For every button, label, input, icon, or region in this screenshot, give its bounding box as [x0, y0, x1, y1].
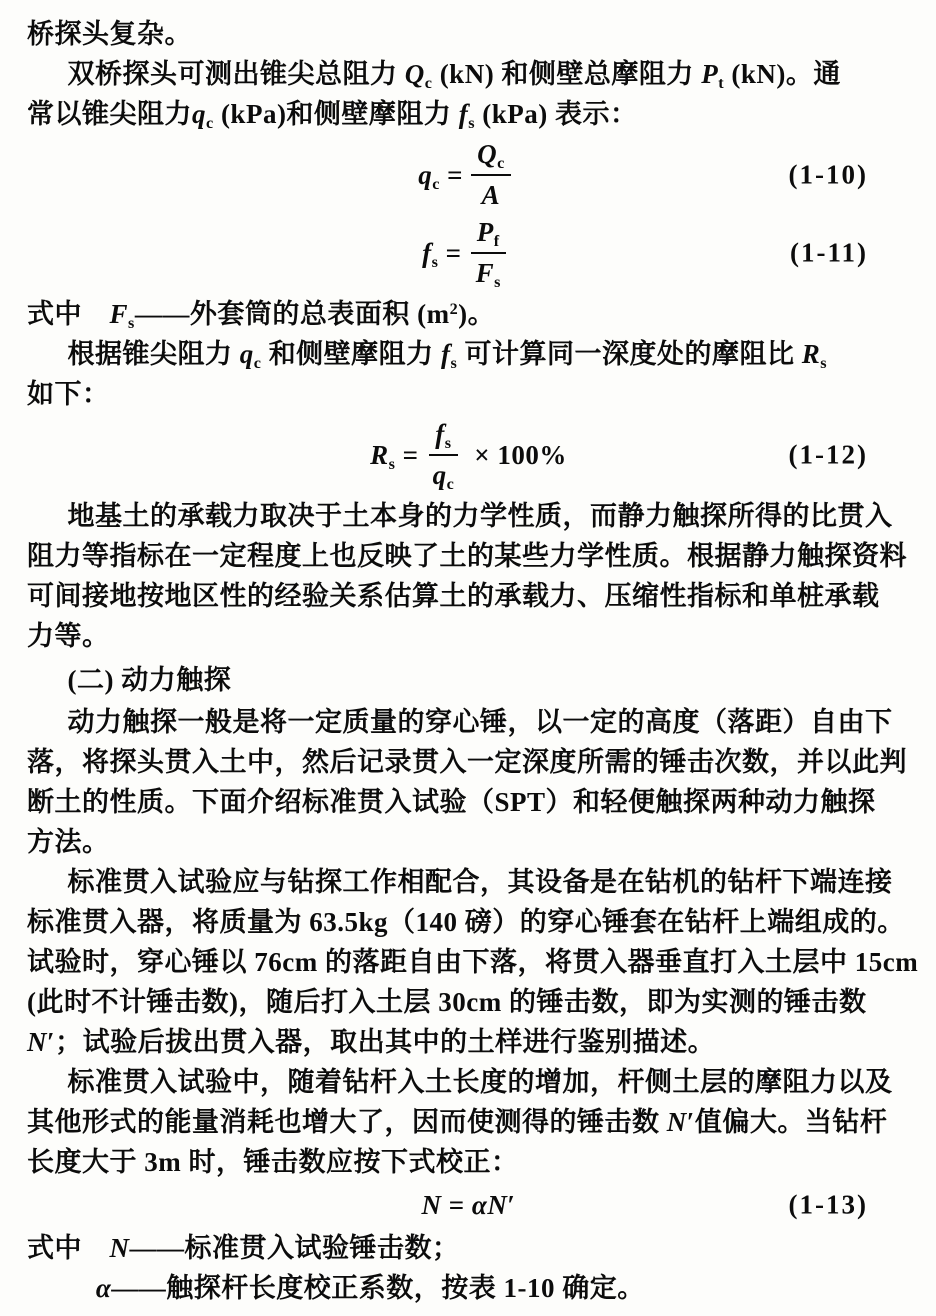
text-line-bearing-capacity-1: 地基土的承载力取决于土本身的力学性质，而静力触探所得的比贯入: [67, 501, 893, 531]
fraction: [427, 418, 461, 492]
text-line-dual-bridge-probe-1: 双桥探头可测出锥尖总阻力 $Q_c$ (kN) 和侧壁总摩阻力 $P_t$ (kN)。通: [67, 59, 841, 92]
text-line-bearing-capacity-3: 可间接地按地区性的经验关系估算土的承载力、压缩性指标和单桩承载: [27, 581, 880, 611]
fraction: [470, 216, 507, 290]
text-line-bearing-capacity-2: 阻力等指标在一定程度上也反映了土的某些力学性质。根据静力触探资料: [27, 541, 907, 571]
equation-body: [418, 138, 519, 212]
fraction-denominator: $F_s$: [475, 258, 501, 291]
section-heading-dynamic-penetration: (二) 动力触探: [67, 665, 232, 695]
fraction-denominator: A: [481, 180, 501, 210]
text-line-spt-setup-1: 标准贯入试验应与钻探工作相配合，其设备是在钻机的钻杆下端连接: [67, 867, 893, 897]
equation-1-13: [27, 1186, 910, 1224]
equation-number: (1-10): [788, 159, 868, 190]
equation-lhs: N = αN′: [421, 1189, 516, 1220]
text-line-formula-legend-N: 式中 N——标准贯入试验锤击数；: [27, 1233, 460, 1263]
equation-number: (1-12): [788, 439, 868, 470]
text-line-formula-legend-Fs: 式中 $F_s——$外套筒的总表面积 $(m^2)$。: [27, 299, 496, 332]
text-line-dual-bridge-probe-2: 常以锥尖阻力$q_c$ (kPa)和侧壁摩阻力 $f_s$ (kPa) 表示：: [27, 99, 638, 132]
equation-number: (1-11): [790, 237, 868, 268]
fraction-numerator: $f_s$: [429, 418, 457, 456]
text-line-formula-legend-alpha: α——触探杆长度校正系数，按表 1-10 确定。: [95, 1273, 645, 1303]
equation-1-11: [27, 216, 910, 290]
text-line-spt-setup-2: 标准贯入器，将质量为 63.5kg（140 磅）的穿心锤套在钻杆上端组成的。: [27, 907, 905, 937]
text-line-dynamic-intro-1: 动力触探一般是将一定质量的穿心锤，以一定的高度（落距）自由下: [67, 707, 893, 737]
text-line-paragraph-end: 桥探头复杂。: [27, 19, 192, 49]
text-line-spt-correction-1: 标准贯入试验中，随着钻杆入土长度的增加，杆侧土层的摩阻力以及: [67, 1067, 893, 1097]
equation-number: (1-13): [788, 1189, 868, 1220]
equation-body: [422, 1190, 516, 1221]
fraction-denominator: $q_c$: [432, 460, 455, 493]
equation-1-10: [27, 138, 910, 212]
text-line-friction-ratio-2: 如下：: [27, 379, 110, 409]
equation-suffix: × 100%: [474, 439, 567, 470]
equation-body: [422, 216, 515, 290]
text-line-spt-setup-3: 试验时，穿心锤以 76cm 的落距自由下落，将贯入器垂直打入土层中 15cm: [27, 947, 919, 977]
equation-lhs: $q_c$ =: [418, 159, 464, 193]
text-line-spt-correction-3: 长度大于 3m 时，锤击数应按下式校正：: [27, 1147, 519, 1177]
equation-body: [370, 418, 567, 492]
fraction-numerator: $Q_c$: [471, 138, 511, 176]
text-line-spt-setup-5: N′；试验后拔出贯入器，取出其中的土样进行鉴别描述。: [27, 1027, 716, 1057]
equation-lhs: $f_s$ =: [422, 237, 462, 271]
text-line-friction-ratio-1: 根据锥尖阻力 $q_c$ 和侧壁摩阻力 $f_s$ 可计算同一深度处的摩阻比 $R_s$: [67, 339, 828, 372]
fraction: [471, 138, 511, 212]
text-line-spt-setup-4: (此时不计锤击数)，随后打入土层 30cm 的锤击数，即为实测的锤击数: [27, 987, 867, 1017]
text-line-dynamic-intro-4: 方法。: [27, 827, 110, 857]
text-line-dynamic-intro-3: 断土的性质。下面介绍标准贯入试验（SPT）和轻便触探两种动力触探: [27, 787, 876, 817]
equation-1-12: [27, 418, 910, 492]
equation-lhs: $R_s$ =: [370, 439, 419, 473]
text-line-spt-correction-2: 其他形式的能量消耗也增大了，因而使测得的锤击数 N′值偏大。当钻杆: [27, 1107, 888, 1137]
text-line-bearing-capacity-4: 力等。: [27, 621, 110, 651]
fraction-numerator: $P_f$: [471, 216, 506, 254]
text-line-dynamic-intro-2: 落，将探头贯入土中，然后记录贯入一定深度所需的锤击次数，并以此判: [27, 747, 907, 777]
